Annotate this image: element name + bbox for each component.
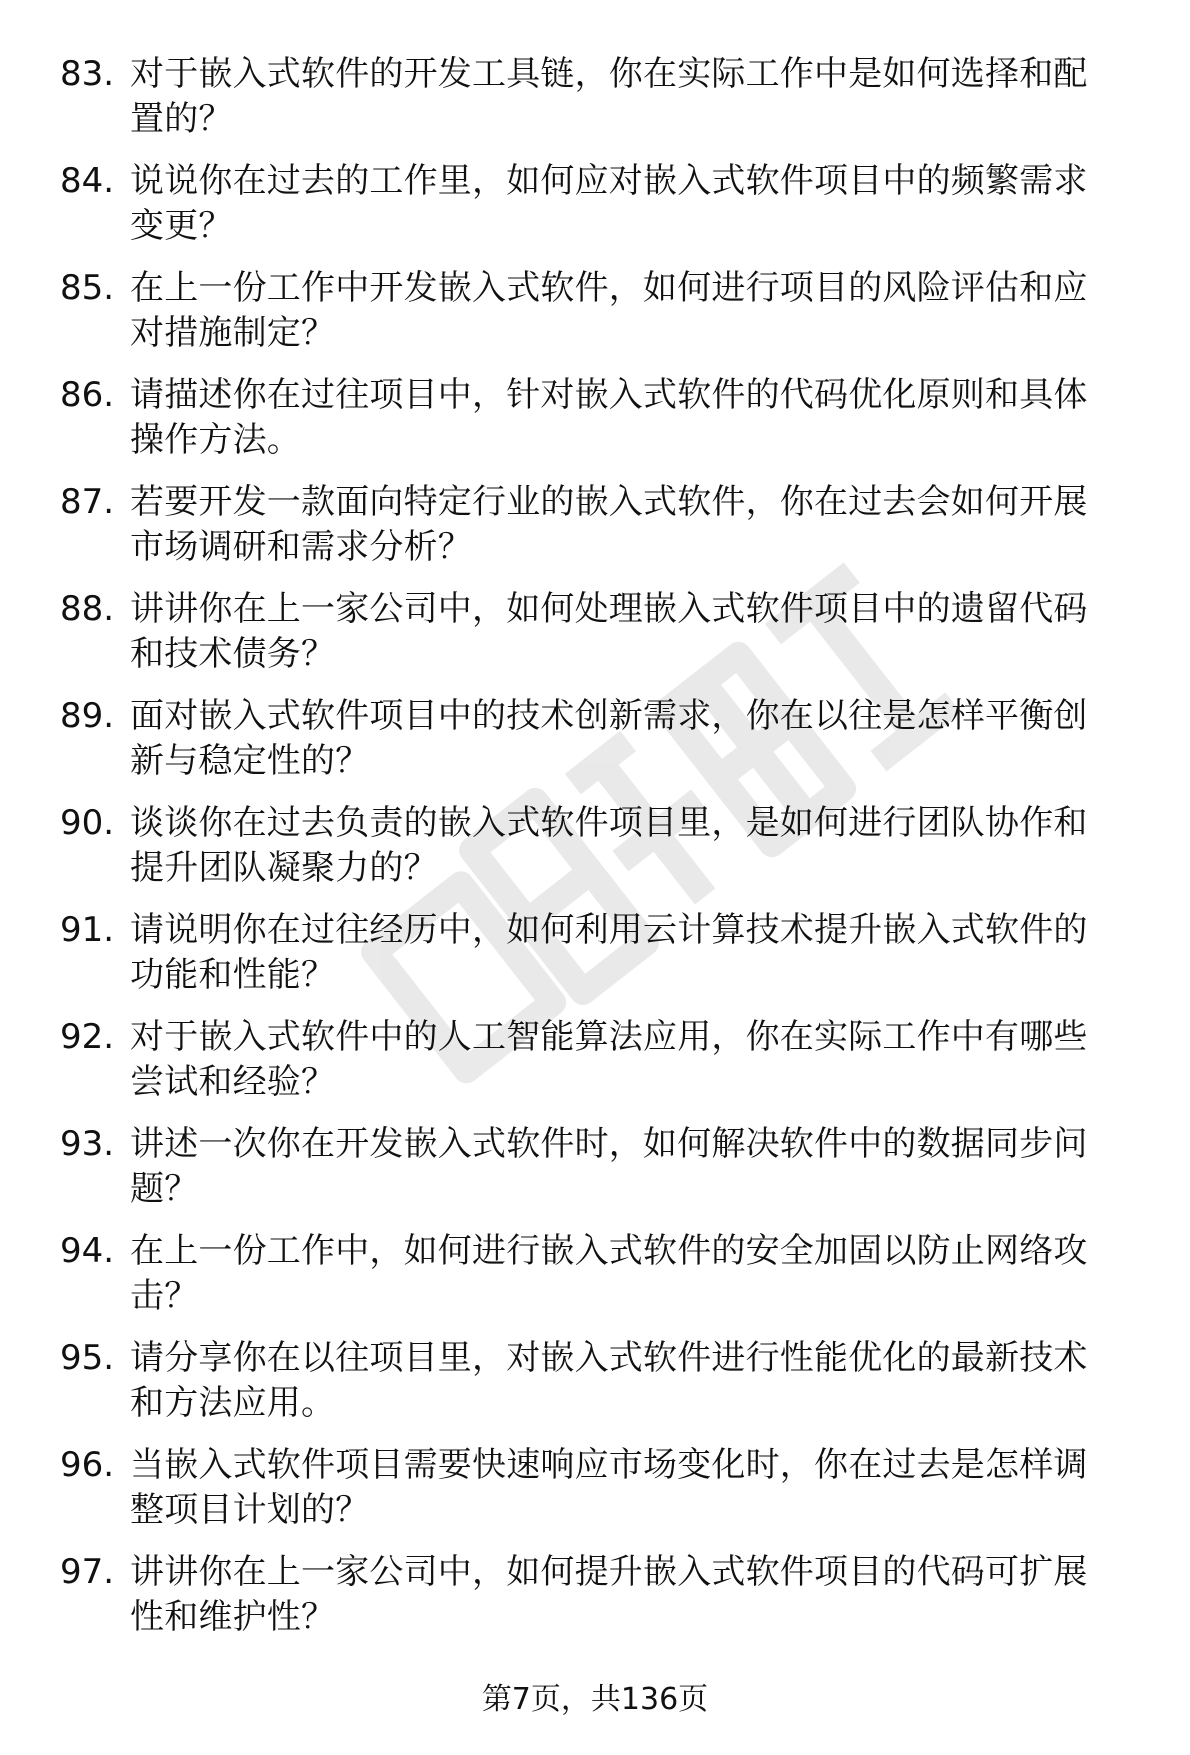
question-text [130, 1229, 1140, 1319]
question-line: 说说你在过去的工作里，如何应对嵌入式软件项目中的频繁需求 [130, 161, 1088, 201]
list-item [60, 480, 1150, 570]
question-line: 请说明你在过往经历中，如何利用云计算技术提升嵌入式软件的 [130, 910, 1088, 950]
question-line: 请描述你在过往项目中，针对嵌入式软件的代码优化原则和具体 [130, 375, 1088, 415]
list-item [60, 587, 1150, 677]
question-line: 对于嵌入式软件中的人工智能算法应用，你在实际工作中有哪些 [130, 1017, 1088, 1057]
question-number: 95. [60, 1338, 115, 1378]
question-text [130, 801, 1140, 891]
question-text [130, 908, 1140, 998]
list-item [60, 1443, 1150, 1533]
list-item [60, 1229, 1150, 1319]
question-line: 整项目计划的？ [130, 1490, 370, 1530]
list-item [60, 1122, 1150, 1212]
question-text [130, 52, 1140, 142]
question-text [130, 1015, 1140, 1105]
question-number: 91. [60, 910, 115, 950]
question-line: 当嵌入式软件项目需要快速响应市场变化时，你在过去是怎样调 [130, 1445, 1088, 1485]
list-item [60, 373, 1150, 463]
question-text [130, 266, 1140, 356]
page-number-footer: 第7页，共136页 [481, 1682, 709, 1717]
question-line: 谈谈你在过去负责的嵌入式软件项目里，是如何进行团队协作和 [130, 803, 1088, 843]
question-line: 在上一份工作中开发嵌入式软件，如何进行项目的风险评估和应 [130, 268, 1088, 308]
question-line: 置的？ [130, 99, 233, 139]
question-text [130, 1122, 1140, 1212]
question-number: 86. [60, 375, 115, 415]
question-line: 功能和性能？ [130, 955, 336, 995]
question-text [130, 694, 1140, 784]
question-number: 92. [60, 1017, 115, 1057]
list-item [60, 266, 1150, 356]
list-item [60, 52, 1150, 142]
question-number: 84. [60, 161, 115, 201]
question-line: 讲讲你在上一家公司中，如何处理嵌入式软件项目中的遗留代码 [130, 589, 1088, 629]
question-number: 97. [60, 1552, 115, 1592]
question-text [130, 1443, 1140, 1533]
question-line: 新与稳定性的？ [130, 741, 370, 781]
list-item [60, 1015, 1150, 1105]
question-number: 93. [60, 1124, 115, 1164]
question-line: 请分享你在以往项目里，对嵌入式软件进行性能优化的最新技术 [130, 1338, 1088, 1378]
question-line: 操作方法。 [130, 420, 301, 460]
question-line: 面对嵌入式软件项目中的技术创新需求，你在以往是怎样平衡创 [130, 696, 1088, 736]
question-line: 尝试和经验？ [130, 1062, 336, 1102]
question-text [130, 1550, 1140, 1640]
question-line: 题？ [130, 1169, 199, 1209]
list-item [60, 1336, 1150, 1426]
question-text [130, 587, 1140, 677]
question-line: 在上一份工作中，如何进行嵌入式软件的安全加固以防止网络攻 [130, 1231, 1088, 1271]
question-text [130, 373, 1140, 463]
question-number: 83. [60, 54, 115, 94]
question-number: 96. [60, 1445, 115, 1485]
question-number: 89. [60, 696, 115, 736]
question-number: 85. [60, 268, 115, 308]
list-item [60, 801, 1150, 891]
list-item [60, 908, 1150, 998]
question-text [130, 480, 1140, 570]
question-line: 性和维护性？ [130, 1597, 336, 1637]
list-item [60, 694, 1150, 784]
question-line: 击？ [130, 1276, 199, 1316]
question-line: 变更？ [130, 206, 233, 246]
question-line: 对措施制定？ [130, 313, 336, 353]
question-line: 和技术债务？ [130, 634, 336, 674]
list-item [60, 159, 1150, 249]
list-item [60, 1550, 1150, 1640]
question-line: 讲述一次你在开发嵌入式软件时，如何解决软件中的数据同步问 [130, 1124, 1088, 1164]
question-line: 和方法应用。 [130, 1383, 336, 1423]
question-line: 若要开发一款面向特定行业的嵌入式软件，你在过去会如何开展 [130, 482, 1088, 522]
question-text [130, 1336, 1140, 1426]
question-number: 88. [60, 589, 115, 629]
question-text [130, 159, 1140, 249]
question-number: 87. [60, 482, 115, 522]
question-line: 提升团队凝聚力的？ [130, 848, 438, 888]
question-line: 对于嵌入式软件的开发工具链，你在实际工作中是如何选择和配 [130, 54, 1088, 94]
question-number: 94. [60, 1231, 115, 1271]
question-list [60, 52, 1150, 1657]
question-line: 讲讲你在上一家公司中，如何提升嵌入式软件项目的代码可扩展 [130, 1552, 1088, 1592]
question-line: 市场调研和需求分析？ [130, 527, 472, 567]
question-number: 90. [60, 803, 115, 843]
